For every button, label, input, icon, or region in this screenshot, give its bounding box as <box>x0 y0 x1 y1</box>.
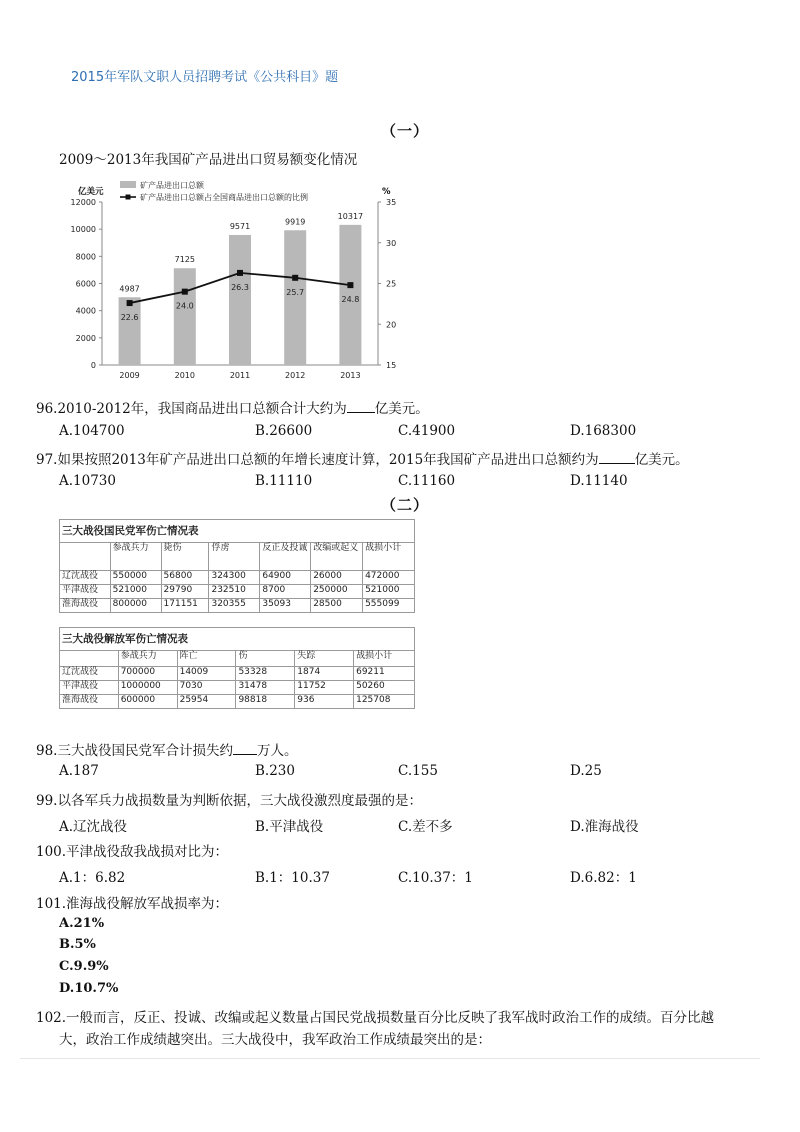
ratio-value-label: 25.7 <box>286 287 305 297</box>
option-99-b: B.平津战役 <box>255 819 324 835</box>
chart-title: 2009～2013年我国矿产品进出口贸易额变化情况 <box>59 152 358 168</box>
question-96-stem: 96.2010-2012年，我国商品进出口总额合计大约为 <box>36 401 347 417</box>
table-header-cell: 反正及投诚 <box>260 543 311 571</box>
option-96-c: C.41900 <box>398 423 456 439</box>
bar-value-label: 9571 <box>229 221 251 231</box>
table-header-cell: 阵亡 <box>177 651 236 667</box>
left-axis-tick-label: 10000 <box>70 225 96 235</box>
table-cell: 550000 <box>110 571 161 585</box>
table-cell: 324300 <box>209 571 260 585</box>
legend-bar-swatch <box>120 181 136 188</box>
table-cell: 平津战役 <box>60 585 111 599</box>
option-100-c: C.10.37：1 <box>398 870 473 886</box>
ratio-point-2009 <box>127 300 133 306</box>
option-100-a: A.1：6.82 <box>59 870 126 886</box>
table-cell: 11752 <box>295 681 354 695</box>
question-98-stem: 98.三大战役国民党军合计损失约 <box>36 743 233 759</box>
x-axis-tick-label: 2013 <box>340 371 361 380</box>
table-cell: 800000 <box>110 599 161 613</box>
ratio-point-2012 <box>292 275 298 281</box>
question-98-tail: 万人。 <box>256 743 298 759</box>
question-101: 101.淮海战役解放军战损率为： <box>36 896 229 912</box>
section-heading-2: （二） <box>381 496 430 514</box>
table-cell: 472000 <box>363 571 415 585</box>
question-97-stem: 97.如果按照2013年矿产品进出口总额的年增长速度计算，2015年我国矿产品进出口总额约为 <box>36 452 599 468</box>
table-cell: 8700 <box>260 585 311 599</box>
question-96 <box>36 397 429 417</box>
table-cell: 600000 <box>118 695 177 709</box>
ratio-value-label: 26.3 <box>231 282 249 292</box>
ratio-point-2011 <box>237 270 243 276</box>
table-cell: 35093 <box>260 599 311 613</box>
option-99-c: C.差不多 <box>398 819 453 835</box>
table-header-cell <box>60 651 119 667</box>
table-cell: 56800 <box>161 571 209 585</box>
x-axis-tick-label: 2012 <box>285 371 306 380</box>
option-97-a: A.10730 <box>59 473 116 489</box>
ratio-value-label: 24.8 <box>341 295 360 305</box>
x-axis-tick-label: 2010 <box>174 371 195 380</box>
table-header-cell: 改编或起义 <box>311 543 363 571</box>
table-row <box>60 695 415 709</box>
option-101-b: B.5% <box>59 937 96 952</box>
left-axis-tick-label: 8000 <box>75 252 96 262</box>
table-title: 三大战役国民党军伤亡情况表 <box>60 520 415 543</box>
ratio-point-2013 <box>347 282 353 288</box>
legend-line-marker <box>126 195 131 200</box>
answer-blank <box>599 451 635 464</box>
section-heading-1: （一） <box>381 122 430 140</box>
table-cell: 辽沈战役 <box>60 571 111 585</box>
table-cell: 25954 <box>177 695 236 709</box>
bar-2012 <box>284 230 306 365</box>
bar-2011 <box>229 235 251 365</box>
right-axis-tick-label: 30 <box>386 238 397 248</box>
table-cell: 125708 <box>354 695 415 709</box>
table-cell: 7030 <box>177 681 236 695</box>
option-96-a: A.104700 <box>59 423 125 439</box>
table-cell: 232510 <box>209 585 260 599</box>
table-header-cell: 战损小计 <box>363 543 415 571</box>
left-axis-tick-label: 4000 <box>75 306 96 316</box>
bar-value-label: 9919 <box>285 217 306 227</box>
question-98 <box>36 739 297 759</box>
legend-line-label: 矿产品进出口总额占全国商品进出口总额的比例 <box>140 193 308 202</box>
option-101-c: C.9.9% <box>59 959 109 974</box>
table-cell: 14009 <box>177 667 236 681</box>
right-axis-tick-label: 25 <box>386 279 397 289</box>
table-cell: 1000000 <box>118 681 177 695</box>
table-cell: 521000 <box>363 585 415 599</box>
table-header-row <box>60 651 415 667</box>
bar-value-label: 10317 <box>337 211 364 221</box>
question-97 <box>36 448 689 468</box>
option-97-b: B.11110 <box>255 473 313 489</box>
option-100-b: B.1：10.37 <box>255 870 330 886</box>
table-cell: 555099 <box>363 599 415 613</box>
option-97-d: D.11140 <box>570 473 628 489</box>
table-cell: 31478 <box>236 681 295 695</box>
option-96-b: B.26600 <box>255 423 313 439</box>
table-cell: 1874 <box>295 667 354 681</box>
legend-bar-label: 矿产品进出口总额 <box>140 181 204 190</box>
table-row <box>60 599 415 613</box>
table-cell: 50260 <box>354 681 415 695</box>
bar-value-label: 4987 <box>119 284 140 294</box>
right-axis-tick-label: 15 <box>386 361 397 370</box>
table-cell: 64900 <box>260 571 311 585</box>
pla-casualty-table <box>59 627 415 709</box>
ratio-value-label: 22.6 <box>120 313 139 323</box>
option-101-a: A.21% <box>59 916 105 931</box>
left-axis-tick-label: 0 <box>90 361 96 370</box>
right-axis-tick-label: 35 <box>386 198 397 207</box>
answer-blank <box>347 400 375 413</box>
x-axis-tick-label: 2011 <box>229 371 251 380</box>
question-102-line-2: 大，政治工作成绩越突出。三大战役中，我军政治工作成绩最突出的是： <box>59 1032 491 1048</box>
kmt-casualty-table <box>59 519 415 613</box>
question-96-tail: 亿美元。 <box>374 401 429 417</box>
bar-2009 <box>119 297 141 365</box>
page-header: 2015年军队文职人员招聘考试《公共科目》题 <box>71 70 339 85</box>
option-96-d: D.168300 <box>570 423 637 439</box>
table-header-cell: 毙伤 <box>161 543 209 571</box>
option-98-d: D.25 <box>570 763 602 779</box>
table-cell: 辽沈战役 <box>60 667 119 681</box>
question-100: 100.平津战役敌我战损对比为： <box>36 844 229 860</box>
table-cell: 28500 <box>311 599 363 613</box>
option-98-b: B.230 <box>255 763 295 779</box>
bar-value-label: 7125 <box>174 255 195 265</box>
table-header-cell: 参战兵力 <box>118 651 177 667</box>
trade-chart-svg <box>60 180 420 385</box>
table-cell: 29790 <box>161 585 209 599</box>
table-header-cell: 参战兵力 <box>110 543 161 571</box>
table-cell: 98818 <box>236 695 295 709</box>
table-title: 三大战役解放军伤亡情况表 <box>60 628 415 651</box>
table-cell: 53328 <box>236 667 295 681</box>
x-axis-tick-label: 2009 <box>119 371 140 380</box>
page-divider <box>20 1058 760 1059</box>
table-cell: 淮海战役 <box>60 599 111 613</box>
table-cell: 320355 <box>209 599 260 613</box>
answer-blank <box>233 742 257 755</box>
trade-chart <box>60 180 420 389</box>
option-99-a: A.辽沈战役 <box>59 819 128 835</box>
option-98-a: A.187 <box>59 763 99 779</box>
question-97-tail: 亿美元。 <box>634 452 689 468</box>
table-header-row <box>60 543 415 571</box>
table-cell: 69211 <box>354 667 415 681</box>
table-row <box>60 681 415 695</box>
ratio-point-2010 <box>182 289 188 295</box>
right-axis-label: % <box>382 187 391 197</box>
table-cell: 700000 <box>118 667 177 681</box>
table-cell: 平津战役 <box>60 681 119 695</box>
bar-2010 <box>174 268 196 365</box>
option-101-d: D.10.7% <box>59 981 119 996</box>
left-axis-label: 亿美元 <box>78 187 104 197</box>
right-axis-tick-label: 20 <box>386 320 397 330</box>
left-axis-tick-label: 6000 <box>75 279 96 289</box>
option-97-c: C.11160 <box>398 473 456 489</box>
question-99: 99.以各军兵力战损数量为判断依据，三大战役激烈度最强的是： <box>36 793 422 809</box>
left-axis-tick-label: 12000 <box>70 198 96 207</box>
table-header-cell <box>60 543 111 571</box>
ratio-value-label: 24.0 <box>175 301 194 311</box>
table-cell: 521000 <box>110 585 161 599</box>
question-102-line-1: 102.一般而言，反正、投诚、改编或起义数量占国民党战损数量百分比反映了我军战时政治工作的成绩。百分比越 <box>36 1010 715 1026</box>
table-header-cell: 失踪 <box>295 651 354 667</box>
table-header-cell: 伤 <box>236 651 295 667</box>
table-cell: 26000 <box>311 571 363 585</box>
table-header-cell: 战损小计 <box>354 651 415 667</box>
table-header-cell: 俘虏 <box>209 543 260 571</box>
option-100-d: D.6.82：1 <box>570 870 637 886</box>
table-cell: 936 <box>295 695 354 709</box>
table-row <box>60 571 415 585</box>
option-98-c: C.155 <box>398 763 438 779</box>
table-cell: 250000 <box>311 585 363 599</box>
table-row <box>60 585 415 599</box>
left-axis-tick-label: 2000 <box>75 333 96 343</box>
table-cell: 淮海战役 <box>60 695 119 709</box>
table-cell: 171151 <box>161 599 209 613</box>
option-99-d: D.淮海战役 <box>570 819 639 835</box>
table-row <box>60 667 415 681</box>
